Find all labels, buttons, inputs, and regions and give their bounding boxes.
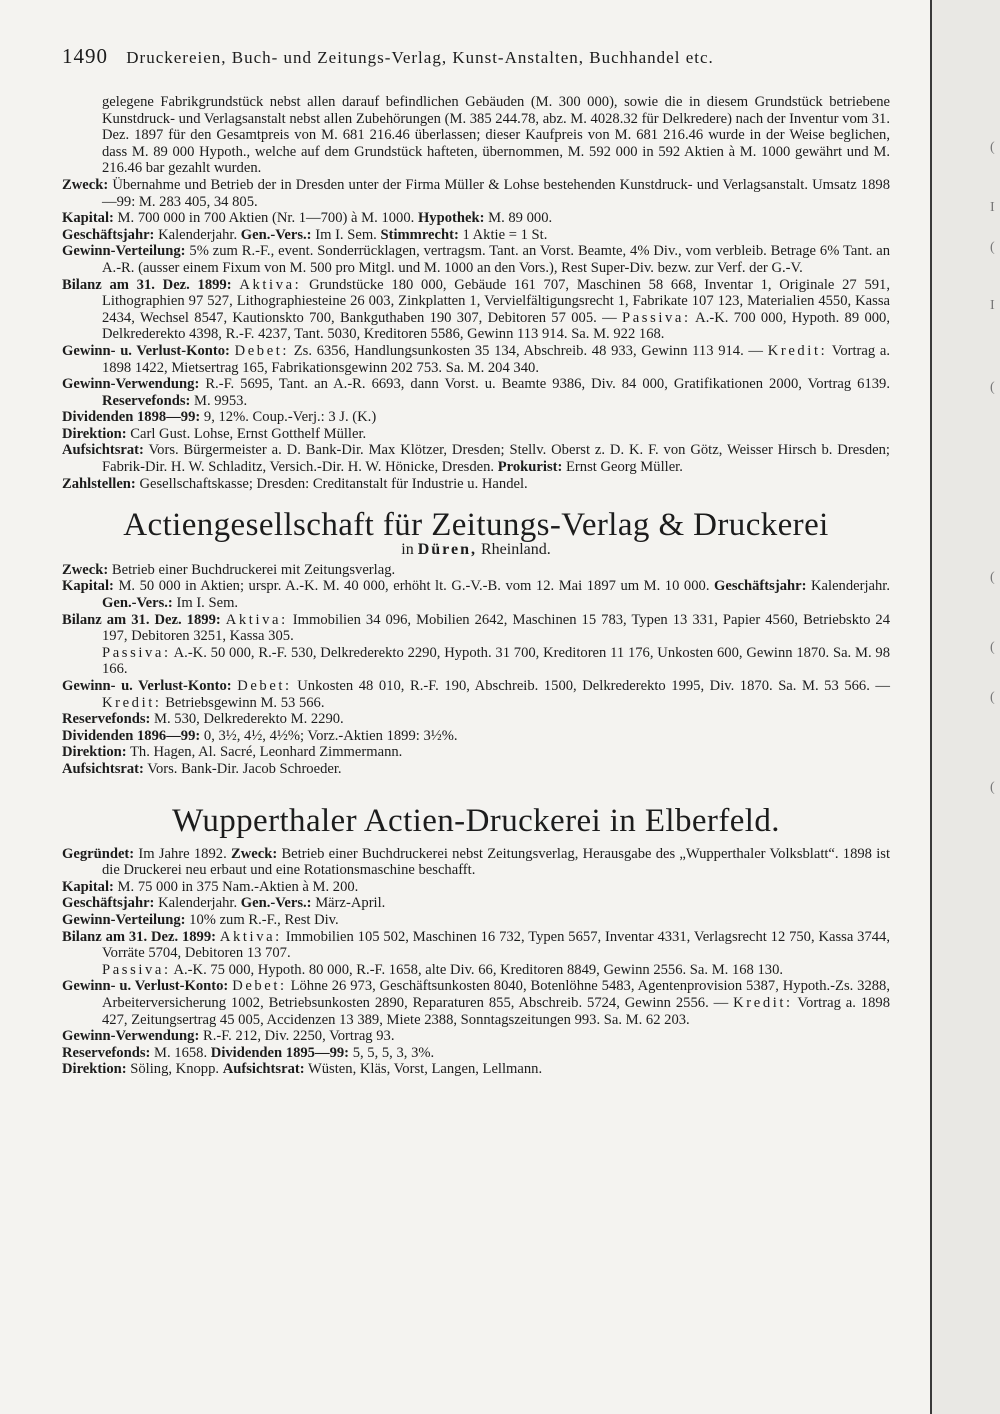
margin-mark: I (990, 298, 995, 313)
entry (62, 343, 890, 376)
entry-text: Im I. Sem. (315, 226, 377, 243)
entry-text: 10% zum R.-F., Rest Div. (189, 911, 339, 928)
entry-label: Kapital: (62, 878, 114, 895)
entry-text: R.-F. 212, Div. 2250, Vortrag 93. (202, 1028, 395, 1045)
entry-label: Reservefonds: (62, 711, 151, 728)
entry (62, 728, 890, 745)
margin-mark: ( (990, 570, 995, 585)
entry-label: Zweck: (230, 845, 278, 862)
company-entries (62, 846, 890, 1078)
entry-text: Zs. 6356, Handlungsunkosten 35 134, Abschreib. 48 933, Gewinn 113 914. — (293, 342, 764, 359)
entry-text: A.-K. 700 000, Hypoth. 89 000, Delkrederekto 4398, R.-F. 4237, Tant. 5030, Kreditoren 5586, Gewinn 113 914. Sa. M. 922 168. (102, 309, 890, 343)
margin-mark: ( (990, 780, 995, 795)
continuation-entries (62, 177, 890, 492)
entry-text: Grundstücke 180 000, Gebäude 161 707, Maschinen 58 668, Inventar 1, Originale 27 591, Lithographien 97 527, Lithographiesteine 26 003, Zinkplatten 1, Vervielfältigungsrecht 1, Fabrikate 107 123, Materialien 4550, Kassa 2434, Wechsel 8547, Kautionskto 700, Bankguthaben 190 307, Debitoren 57 005. — (102, 276, 890, 326)
entry (62, 711, 890, 728)
entry-label: Reservefonds: (102, 392, 191, 409)
entry-label: Bilanz am 31. Dez. 1899: (62, 276, 232, 293)
entry-text: Übernahme und Betrieb der in Dresden unter der Firma Müller & Lohse bestehenden Kunstdruck- und Verlagsanstalt. Umsatz 1898—99: M. 283 405, 34 805. (102, 176, 890, 210)
header-title: Druckereien, Buch- und Zeitungs-Verlag, Kunst-Anstalten, Buchhandel etc. (126, 48, 714, 67)
entry-text: M. 9953. (194, 392, 248, 409)
entry-text: 0, 3½, 4½, 4½%; Vorz.-Aktien 1899: 3½%. (203, 727, 458, 744)
entry-label: Gewinn-Verwendung: (62, 1028, 200, 1045)
entry-text: 1 Aktie = 1 St. (462, 226, 548, 243)
entry (62, 744, 890, 761)
location-prefix: in (401, 541, 414, 559)
section-label: Aktiva: (239, 276, 302, 293)
entry-label: Prokurist: (497, 459, 563, 476)
entry-text: Vors. Bürgermeister a. D. Bank-Dir. Max Klötzer, Dresden; Stellv. Oberst z. D. K. F. von Götz, Weisser Hirsch b. Dresden; Fabrik-Dir. H. W. Schladitz, Versich.-Dir. H. W. Hönicke, Dresden. (102, 442, 890, 476)
running-header (62, 44, 922, 69)
entry-text: M. 700 000 in 700 Aktien (Nr. 1—700) à M. 1000. (117, 210, 415, 227)
margin-mark: ( (990, 690, 995, 705)
company-location (62, 542, 890, 559)
continuation-text (62, 94, 890, 177)
entry-label: Gewinn- u. Verlust-Konto: (62, 342, 230, 359)
margin-mark: ( (990, 240, 995, 255)
entry-label: Aufsichtsrat: (62, 442, 144, 459)
entry-label: Direktion: (62, 425, 127, 442)
entry (62, 376, 890, 409)
entry-text: M. 1658. (154, 1044, 208, 1061)
entry-text: Immobilien 34 096, Mobilien 2642, Maschinen 15 783, Typen 13 331, Papier 4560, Betriebskto 24 197, Debitoren 3251, Kassa 305. (102, 611, 890, 645)
entry-label: Direktion: (62, 1061, 127, 1078)
entry (62, 409, 890, 426)
entry-text: Söling, Knopp. (130, 1061, 220, 1078)
entry-label: Zahlstellen: (62, 475, 136, 492)
entry-label: Geschäftsjahr: (62, 895, 155, 912)
entry (62, 578, 890, 611)
entry-label: Geschäftsjahr: (62, 226, 155, 243)
entry (62, 227, 890, 244)
entry-text: M. 530, Delkrederekto M. 2290. (154, 711, 344, 728)
margin-mark: I (990, 200, 995, 215)
location-city: Düren, (417, 541, 477, 559)
entry (62, 978, 890, 1028)
entry (62, 1045, 890, 1062)
entry-text: 5% zum R.-F., event. Sonderrücklagen, vertragsm. Tant. an Vorst. Beamte, 4% Div., vom verbleib. Betrage 6% Tant. an A.-R. (ausser einem Fixum von M. 500 pro Mitgl. und M. 1000 an den Vors.), Rest Super-Div. bezw. zur Verf. der G.-V. (102, 243, 890, 276)
section-label: Passiva: (102, 961, 171, 978)
section-label: Kredit: (102, 694, 162, 711)
page-content (62, 94, 890, 1078)
entry-label: Geschäftsjahr: (714, 578, 807, 595)
entry (62, 476, 890, 493)
company-title: Wupperthaler Actien-Druckerei in Elberfeld. (172, 802, 780, 839)
page-number: 1490 (62, 44, 108, 68)
entry (62, 929, 890, 962)
entry-text: A.-K. 75 000, Hypoth. 80 000, R.-F. 1658, alte Div. 66, Kreditoren 8849, Gewinn 2556. Sa. M. 168 130. (173, 961, 784, 978)
margin-mark: ( (990, 140, 995, 155)
entry-text: M. 89 000. (488, 210, 553, 227)
entry (62, 678, 890, 711)
entry-text: 5, 5, 5, 3, 3%. (352, 1044, 435, 1061)
entry (62, 895, 890, 912)
entry-text: Kalenderjahr. (158, 895, 238, 912)
entry-text: Im Jahre 1892. (138, 845, 227, 862)
section-label: Aktiva: (225, 611, 288, 628)
entry-text: Kalenderjahr. (158, 226, 238, 243)
entry-text: R.-F. 5695, Tant. an A.-R. 6693, dann Vorst. u. Beamte 9386, Div. 84 000, Gratifikationen 2000, Vortrag 6139. (205, 376, 890, 393)
entry-text: Wüsten, Kläs, Vorst, Langen, Lellmann. (307, 1061, 543, 1078)
entry (62, 1061, 890, 1078)
entry-label: Gewinn- u. Verlust-Konto: (62, 678, 232, 694)
entry (62, 243, 890, 276)
section-label: Debet: (232, 978, 287, 995)
entry (62, 879, 890, 896)
entry-text: Vortrag a. 1898 427, Zeitungsertrag 45 005, Accidenzen 13 389, Miete 2388, Sonntagszeitungen 993. Sa. M. 62 203. (102, 994, 890, 1028)
entry-label: Gen.-Vers.: (240, 226, 312, 243)
entry-label: Dividenden 1895—99: (210, 1044, 350, 1061)
entry-label: Gewinn-Verwendung: (62, 376, 200, 393)
entry-text: Löhne 26 973, Geschäftsunkosten 8040, Botenlöhne 5483, Agentenprovision 5387, Hypoth.-Zs. 3288, Arbeiterversicherung 1002, Betriebsunkosten 2890, Reparaturen 855, Abschreib. 5724, Gewinn 2556. — (102, 978, 890, 1011)
entry-text: M. 50 000 in Aktien; urspr. A.-K. M. 40 000, erhöht lt. G.-V.-B. vom 12. Mai 1897 um M. 10 000. (118, 578, 710, 595)
section-label: Kredit: (767, 342, 828, 359)
entry-text: Im I. Sem. (176, 595, 239, 612)
entry-label: Kapital: (62, 578, 114, 595)
section-label: Aktiva: (219, 928, 282, 945)
margin-mark: ( (990, 380, 995, 395)
entry-text: Kalenderjahr. (811, 578, 891, 595)
entry-label: Gewinn- u. Verlust-Konto: (62, 978, 229, 995)
entry-label: Reservefonds: (62, 1044, 151, 1061)
entry-label: Kapital: (62, 210, 114, 227)
entry (62, 426, 890, 443)
entry (62, 277, 890, 343)
entry (62, 177, 890, 210)
section-label: Passiva: (102, 644, 171, 661)
entry-label: Zweck: (62, 561, 109, 578)
entry-label: Gewinn-Verteilung: (62, 911, 186, 928)
section-label: Debet: (237, 678, 292, 694)
entry-label: Bilanz am 31. Dez. 1899: (62, 611, 221, 628)
entry-text: A.-K. 50 000, R.-F. 530, Delkrederekto 2290, Hypoth. 31 700, Kreditoren 11 176, Unkosten 600, Gewinn 1870. Sa. M. 98 166. (102, 644, 890, 678)
entry (62, 761, 890, 778)
entry-label: Gen.-Vers.: (240, 895, 312, 912)
entry-label: Dividenden 1898—99: (62, 409, 201, 426)
margin-mark: ( (990, 640, 995, 655)
entry-label: Stimmrecht: (380, 226, 459, 243)
entry (62, 846, 890, 879)
section-label: Kredit: (733, 994, 793, 1011)
entry-text: Betrieb einer Buchdruckerei mit Zeitungsverlag. (111, 561, 396, 578)
entry-label: Dividenden 1896—99: (62, 727, 201, 744)
entry (62, 210, 890, 227)
entry-text: M. 75 000 in 375 Nam.-Aktien à M. 200. (117, 878, 359, 895)
entry (62, 442, 890, 475)
entry-label: Aufsichtsrat: (222, 1061, 305, 1078)
entry (62, 612, 890, 645)
section-label: Passiva: (622, 309, 691, 326)
entry-text: Carl Gust. Lohse, Ernst Gotthelf Müller. (130, 425, 367, 442)
entry (62, 912, 890, 929)
entry-text: Th. Hagen, Al. Sacré, Leonhard Zimmermann. (129, 744, 403, 761)
entry-text: Ernst Georg Müller. (566, 459, 683, 476)
entry-text: Betrieb einer Buchdruckerei nebst Zeitungsverlag, Herausgabe des „Wupperthaler Volksblatt“. 1898 ist die Druckerei neu erbaut und eine Rotationsmaschine beschafft. (102, 845, 891, 879)
entry-text: 9, 12%. Coup.-Verj.: 3 J. (K.) (203, 409, 377, 426)
entry-label: Zweck: (62, 176, 109, 193)
entry-text: Vors. Bank-Dir. Jacob Schroeder. (147, 760, 342, 777)
company-entries (62, 562, 890, 778)
entry-label: Gewinn-Verteilung: (62, 243, 186, 260)
entry-label: Aufsichtsrat: (62, 760, 144, 777)
entry-continuation (62, 645, 890, 678)
entry-text: Gesellschaftskasse; Dresden: Creditanstalt für Industrie u. Handel. (139, 475, 528, 492)
entry-label: Gegründet: (62, 845, 135, 862)
entry-label: Bilanz am 31. Dez. 1899: (62, 928, 216, 945)
entry-label: Hypothek: (417, 210, 485, 227)
section-label: Debet: (234, 342, 290, 359)
entry (62, 1028, 890, 1045)
entry-text: Immobilien 105 502, Maschinen 16 732, Typen 5657, Inventar 4331, Verlagsrecht 12 750, Kassa 3744, Vorräte 5704, Debitoren 13 707. (102, 928, 890, 962)
entry-label: Direktion: (62, 744, 127, 761)
location-region: Rheinland. (480, 541, 551, 559)
entry-text: Betriebsgewinn M. 53 566. (165, 694, 325, 711)
entry (62, 562, 890, 579)
entry-continuation (62, 962, 890, 979)
continuation-paragraph: gelegene Fabrikgrundstück nebst allen darauf befindlichen Gebäuden (M. 300 000), sowie die in diesem Grundstück betriebene Kunstdruck- und Verlagsanstalt nebst allen Zubehörungen (M. 385 244.78, abz. M. 4028.32 für Delkredere) nach der Inventur vom 31. Dez. 1897 für den Gesamtpreis von M. 681 216.46 überlassen; dieser Kaufpreis von M. 681 216.46 wurde in der Weise beglichen, dass M. 89 000 Hypoth., welche auf dem Grundstück hafteten, übernommen, M. 592 000 in 592 Aktien à M. 1000 gewährt und M. 216.46 bar gezahlt wurden. (102, 94, 890, 177)
entry-text: Unkosten 48 010, R.-F. 190, Abschreib. 1500, Delkrederekto 1995, Div. 1870. Sa. M. 53 566. — (297, 678, 890, 694)
entry-text: Vortrag a. 1898 1422, Mietsertrag 165, Fabrikationsgewinn 202 753. Sa. M. 204 340. (102, 342, 890, 376)
entry-label: Gen.-Vers.: (102, 595, 173, 612)
entry-text: März-April. (315, 895, 386, 912)
company-title: Actiengesellschaft für Zeitungs-Verlag & Druckerei (123, 507, 829, 544)
